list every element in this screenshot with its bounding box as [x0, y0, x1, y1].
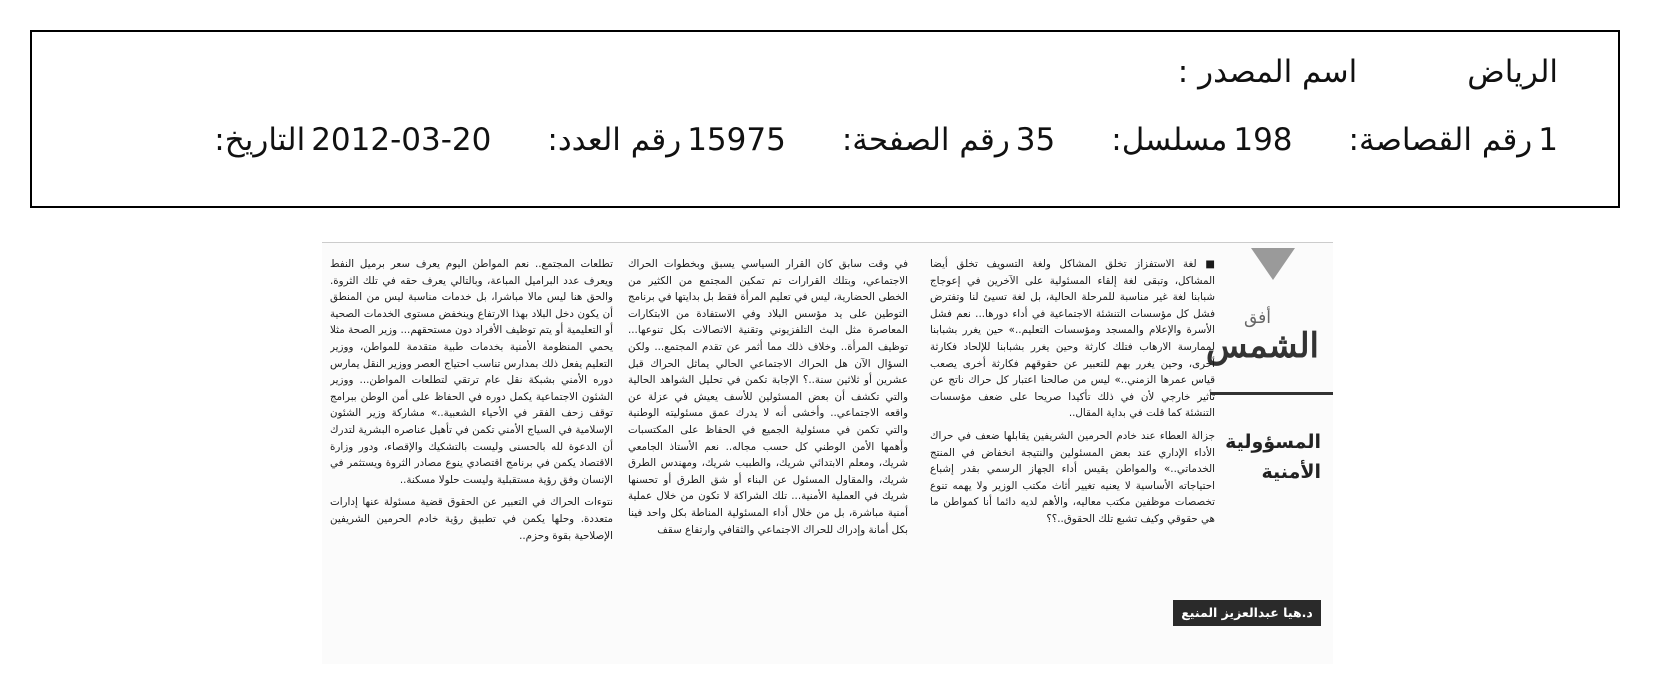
logo-underline — [1211, 392, 1333, 395]
column-2-paragraph-1: في وقت سابق كان القرار السياسي يسبق وبخطوات الحراك الاجتماعي، وبتلك القرارات تم تمكين المجتمع من الكثير من الخطى الحضارية، ليس في تعليم المرأة فقط بل بدايتها في برنامج التوطين على يد مؤسس البلاد وفي الاستفادة من الابتكارات المعاصرة مثل البث التلفزيوني وتقنية الاتصالات بكل تنوعها... توظيف المرأة.. وخلاف ذلك مما أثمر عن تقدم المجتمع... ولكن السؤال الآن هل الحراك الاجتماعي الحالي يماثل الحراك قبل عشرين أو ثلاثين سنة..؟ الإجابة تكمن في تحليل الشواهد الحالية والتي تكشف أن بعض المسئولين للأسف يعيش في عزلة عن واقعه الاجتماعي.. وأخشى أنه لا يدرك عمق مسئوليته الوطنية والتي تكمن في مسئولية الجميع في الحفاظ على المكتسبات وأهمها الأمن الوطني كل حسب مجاله.. نعم الأستاذ الجامعي شريك، ومعلم الابتدائي شريك، والطبيب شريك، ومهندس الطرق شريك، والمقاول المسئول عن البناء أو شق الطرق أو تحسنها شريك في العملية الأمنية... تلك الشراكة لا تكون من خلال عملية أمنية مباشرة، بل من خلال أداء المسئولية المناطة بكل واحد فينا بكل أمانة وإدراك للحراك الاجتماعي والثقافي وارتفاع سقف — [628, 258, 908, 536]
page-label: رقم الصفحة: — [841, 122, 1010, 158]
date-label: التاريخ: — [214, 122, 306, 158]
clip-label: رقم القصاصة: — [1348, 122, 1533, 158]
serial-label: مسلسل: — [1111, 122, 1228, 158]
article-headline — [1211, 427, 1321, 487]
column-1-paragraph-1: ■ لغة الاستفزاز تخلق المشاكل ولغة التسويف تخلق أيضا المشاكل، وتبقى لغة إلقاء المسئولية على الآخرين في إعوجاج شبابنا لغة غير مناسبة للمرحلة الحالية، بل لغة تسيئ لنا وتفترض فشل كل مؤسسات التنشئة الاجتماعية في أداء دورها... نعم فشل الأسرة والإعلام والمسجد ومؤسسات التعليم..» حين يغرر بشبابنا لممارسة الارهاب فتلك كارثة وحين يغرر بشبابنا للإلحاد فكارثة أخرى، وحين يغرر بهم للتعبير عن حقوقهم فكارثة أخرى يصعب قياس عمرها الزمني..» ليس من صالحنا اعتبار كل حراك ناتج عن تأثير خارجي لأن في ذلك تأكيدا صريحا على ضعف مؤسسات التنشئة كما قلت في بداية المقال.. — [930, 258, 1215, 420]
column-3-paragraph-1: تطلعات المجتمع.. نعم المواطن اليوم يعرف سعر برميل النفط ويعرف عدد البراميل المباعة، وبالتالي يعرف حقه في تلك الثروة. والحق هنا ليس مالا مباشرا، بل خدمات مناسبة ليس من المنطق أن يكون دخل البلاد بهذا الارتفاع وينخفض مستوى الخدمات الصحية أو التعليمية أو يتم توظيف الأفراد دون مستحقهم... وزير الصحة مثلا يحمي المنظومة الأمنية بخدمات طبية متقدمة للمواطن، ووزير التعليم يفعل ذلك بمدارس تناسب احتياج العصر ووزير النقل يمارس دوره الأمني بشبكة نقل عام ترتقي لتطلعات المواطن... ووزير الشئون الاجتماعية يكمل دوره في الحفاظ على أمن الوطن ببرامج توقف زحف الفقر في الأحياء الشعبية..» مشاركة وزير الشئون الإسلامية في السياج الأمني تكمن في تأهيل عناصره البشرية لتدرك أن الدعوة لله بالحسنى وليست بالتشكيك والإقصاء، ودور وزارة الاقتصاد يكمن في برنامج اقتصادي ينوع مصادر الثروة ويستثمر في الإنسان وفق رؤية مستقبلية وليست حلولا مسكنة.. — [330, 258, 613, 486]
column-1-paragraph-2: جزالة العطاء عند خادم الحرمين الشريفين يقابلها ضعف في حراك الأداء الإداري عند بعض المسئولين والنتيجة انخفاض في المنتج الخدماتي..» والمواطن يقيس أداء الجهاز الرسمي بقدر إشباع احتياجاته الأساسية لا يعنيه تغيير أثاث مكتب الوزير ولا يهمه تنوع تخصصات موظفين مكتب معاليه، والأهم لديه دائما أنا كمواطن ما هي حقوقي وكيف تشبع تلك الحقوق..؟؟ — [930, 429, 1215, 525]
column-logo-small: أفق — [1243, 308, 1271, 328]
clip-value: 1 — [1538, 122, 1558, 158]
triangle-ornament-icon — [1251, 248, 1295, 280]
author-byline: د.هيا عبدالعزيز المنيع — [1173, 600, 1321, 626]
headline-line-2: الأمنية — [1261, 461, 1321, 483]
issue-label: رقم العدد: — [547, 122, 682, 158]
column-3-paragraph-2: نتوءات الحراك في التعبير عن الحقوق قضية مسئولة عنها إدارات متعددة. وحلها يكمن في تطبيق رؤية خادم الحرمين الشريفين الإصلاحية بقوة وحزم.. — [330, 496, 613, 542]
page-value: 35 — [1015, 122, 1056, 158]
source-value: الرياض — [1467, 54, 1558, 90]
issue-value: 15975 — [687, 122, 786, 158]
column-logo: الشمس — [1205, 326, 1319, 366]
article-column-2 — [628, 256, 908, 656]
date-value: 2012-03-20 — [311, 122, 492, 158]
source-row — [1178, 54, 1558, 90]
clipping-top-rule — [322, 242, 1333, 243]
source-info-box — [30, 30, 1620, 208]
headline-line-1: المسؤولية — [1225, 431, 1321, 453]
article-column-3 — [330, 256, 613, 656]
source-label: اسم المصدر : — [1177, 54, 1358, 90]
serial-value: 198 — [1233, 122, 1293, 158]
metadata-row — [214, 122, 1558, 158]
article-column-1 — [930, 256, 1215, 656]
